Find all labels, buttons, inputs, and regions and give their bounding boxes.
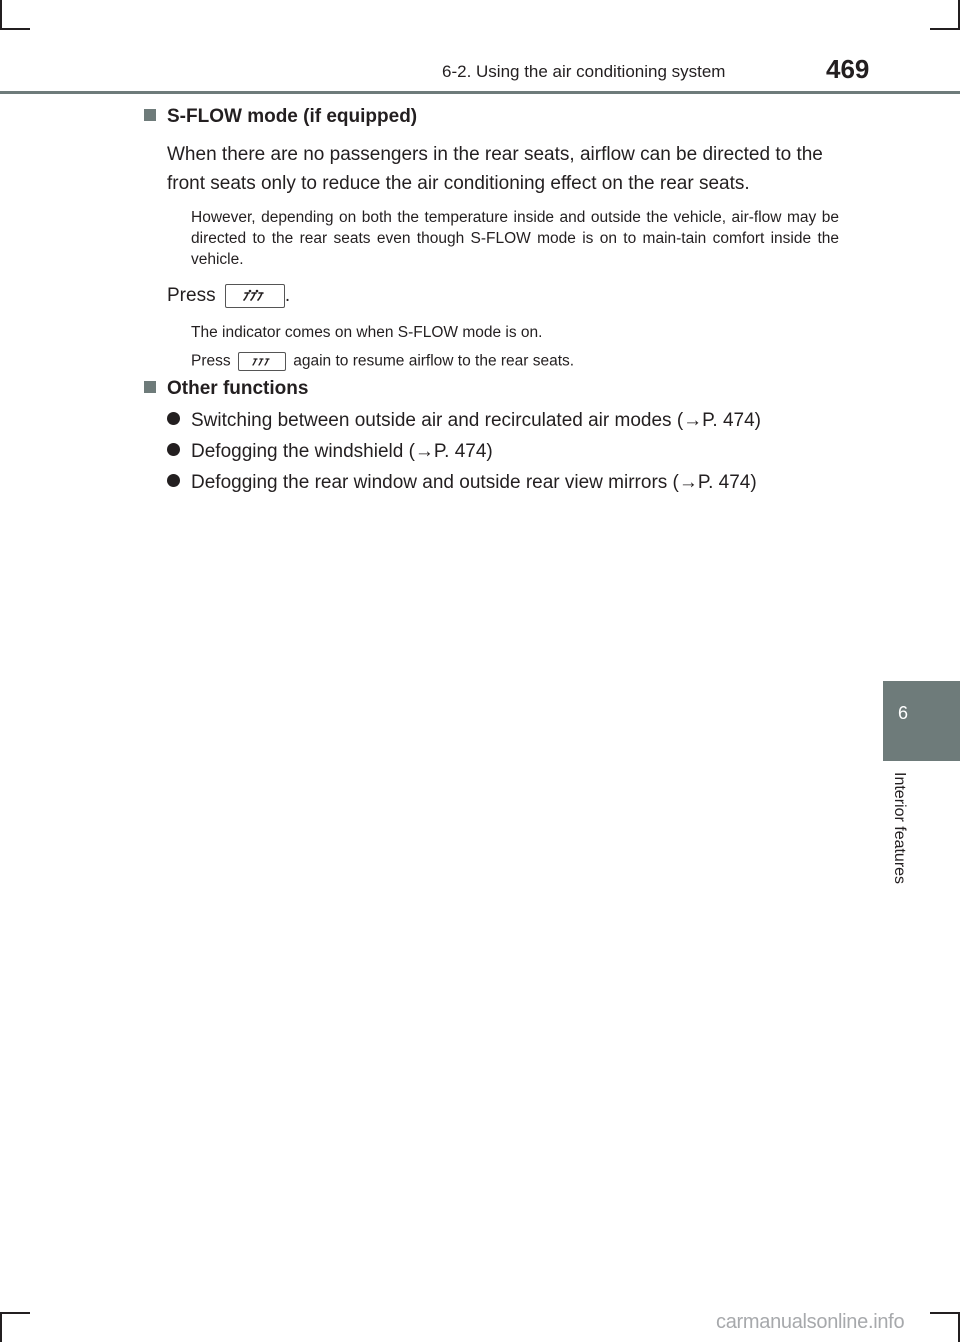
list-item: Defogging the windshield (→P. 474) — [167, 441, 493, 463]
s-flow-icon — [239, 353, 285, 370]
sflow-note: However, depending on both the temperature inside and outside the vehicle, air-flow may be directed to the rear seats even though S-FLOW mode is on to main-tain comfort inside the vehicle. — [191, 209, 839, 268]
chapter-label-container — [890, 772, 914, 912]
s-flow-icon — [226, 285, 284, 307]
footer-watermark: carmanualsonline.info — [716, 1311, 905, 1333]
press-again-instruction — [191, 352, 574, 371]
other-heading — [144, 378, 308, 400]
sflow-body: When there are no passengers in the rear seats, airflow can be directed to the front seats only to reduce the air conditioning effect on the rear seats. — [167, 144, 823, 194]
sflow-heading-text: S-FLOW mode (if equipped) — [167, 106, 418, 127]
press-instruction — [167, 284, 290, 308]
s-flow-button[interactable] — [225, 284, 285, 308]
crop-mark — [930, 28, 960, 30]
crop-mark — [0, 1312, 2, 1342]
chapter-label: Interior features — [891, 772, 908, 885]
square-bullet-icon — [144, 109, 156, 121]
s-flow-button-small[interactable] — [238, 352, 286, 371]
round-bullet-icon — [167, 443, 180, 456]
crop-mark — [0, 28, 30, 30]
chapter-tab — [883, 681, 960, 761]
arrow-right-icon: → — [683, 410, 703, 431]
press-again-suffix: again to resume airflow to the rear seats. — [293, 352, 575, 370]
indicator-note: The indicator comes on when S-FLOW mode is on. — [191, 324, 543, 341]
list-item: Switching between outside air and recirculated air modes (→P. 474) — [167, 410, 761, 432]
arrow-right-icon: → — [414, 441, 434, 462]
arrow-right-icon: → — [678, 472, 698, 493]
list-item: Defogging the rear window and outside rear view mirrors (→P. 474) — [167, 472, 757, 494]
page-reference-link[interactable]: P. 474) — [433, 441, 493, 462]
crop-mark — [930, 1312, 960, 1314]
chapter-number: 6 — [897, 703, 908, 723]
other-heading-text: Other functions — [167, 378, 309, 399]
crop-mark — [0, 0, 2, 30]
crop-mark — [0, 1312, 30, 1314]
press-suffix: . — [284, 285, 291, 307]
sflow-heading — [144, 106, 417, 128]
press-label: Press — [167, 285, 216, 307]
header-rule — [0, 91, 960, 94]
section-title: 6-2. Using the air conditioning system — [442, 62, 726, 81]
round-bullet-icon — [167, 474, 180, 487]
press-again-label: Press — [191, 352, 231, 370]
page-reference-link[interactable]: P. 474) — [702, 410, 761, 431]
round-bullet-icon — [167, 412, 180, 425]
page-number: 469 — [826, 54, 870, 84]
square-bullet-icon — [144, 381, 156, 393]
page-reference-link[interactable]: P. 474) — [697, 472, 757, 493]
